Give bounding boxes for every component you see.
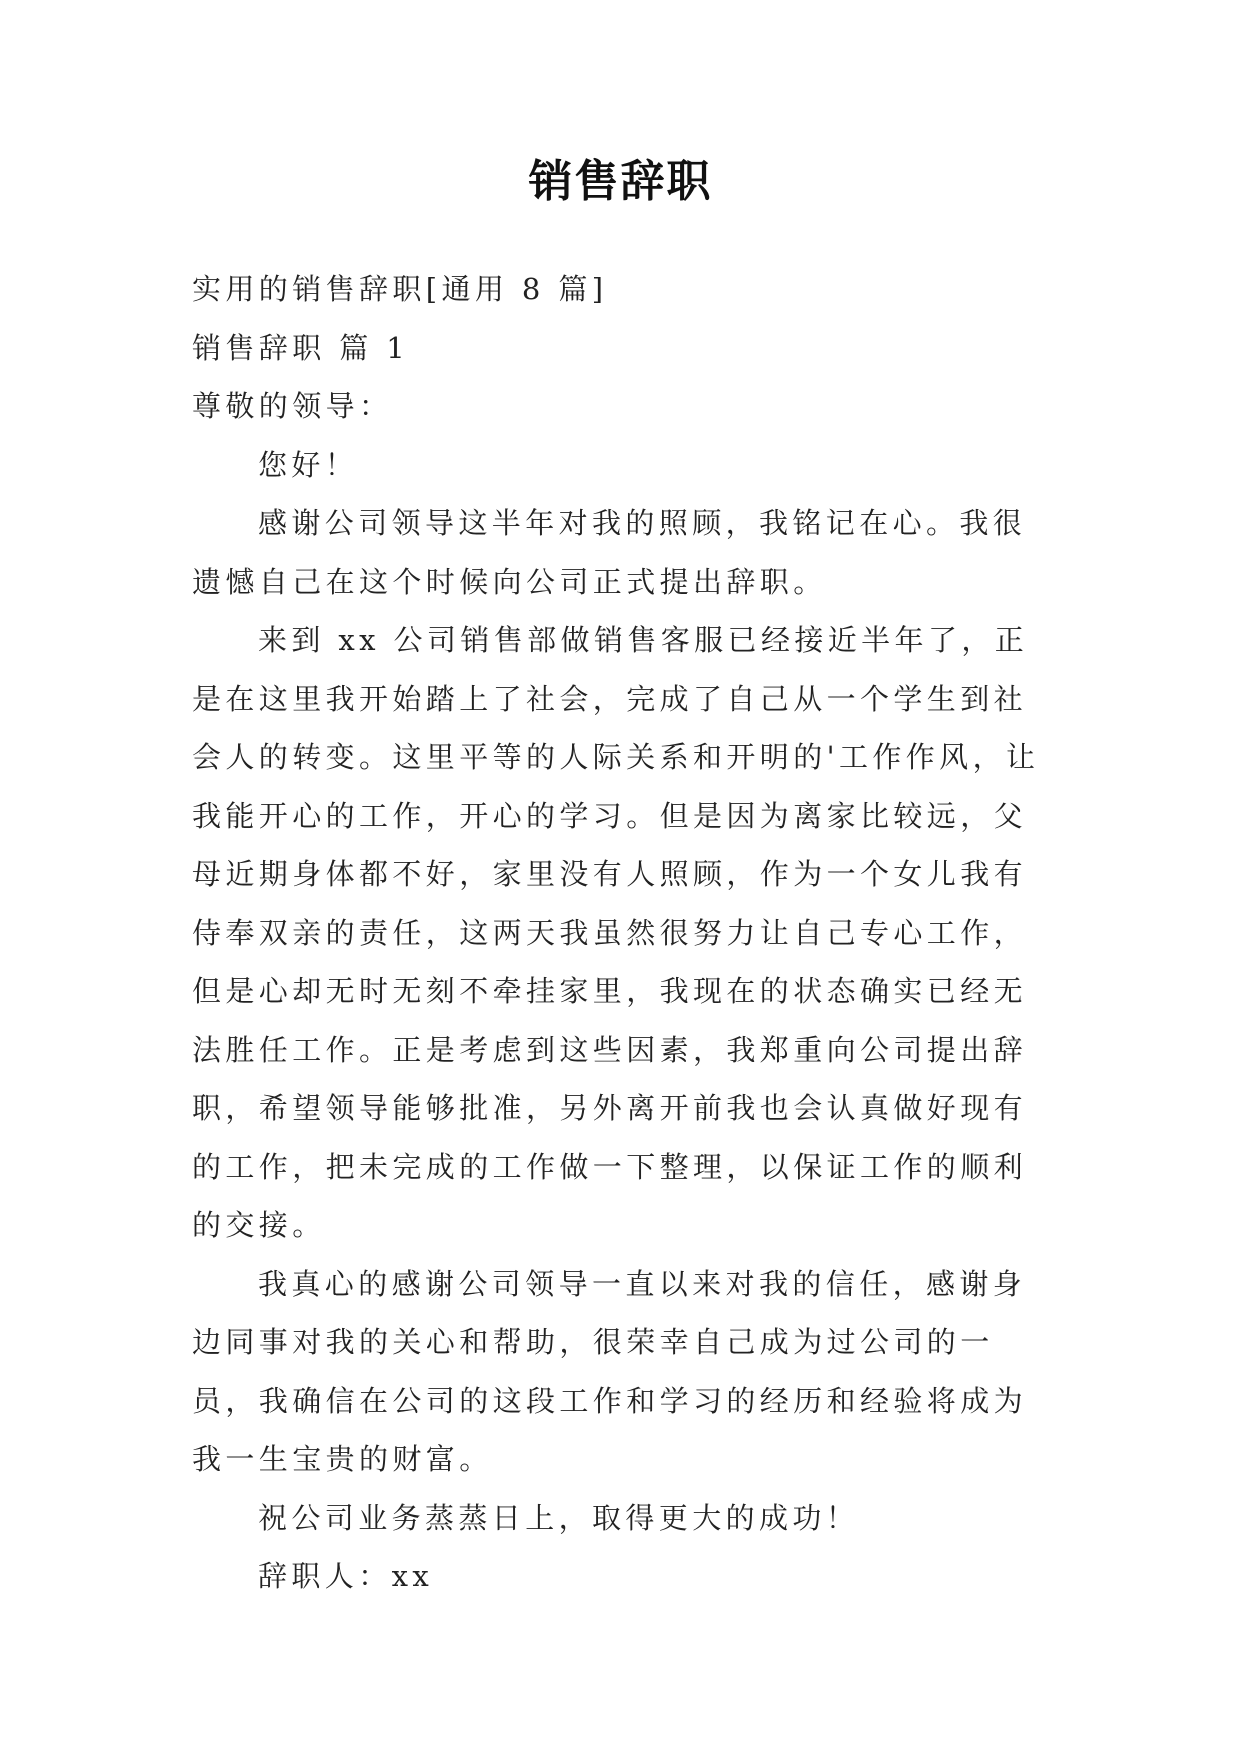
greeting: 您好！ [258, 447, 359, 482]
document-body [192, 260, 1052, 1606]
salutation: 尊敬的领导： [192, 389, 393, 423]
signature: 辞职人：xx [258, 1559, 434, 1593]
document-title: 销售辞职 [528, 156, 713, 207]
paragraph-thanks: 感谢公司领导这半年对我的照顾，我铭记在心。我很遗憾自己在这个时候向公司正式提出辞职。 [192, 506, 1027, 599]
paragraph-reason: 来到 xx 公司销售部做销售客服已经接近半年了，正是在这里我开始踏上了社会，完成了自己从一个学生到社会人的转变。这里平等的人际关系和开明的'工作作风，让我能开心的工作，开心的学习。但是因为离家比较远，父母近期身体都不好，家里没有人照顾，作为一个女儿我有侍奉双亲的责任，这两天我虽然很努力让自己专心工作，但是心却无时无刻不牵挂家里，我现在的状态确实已经无法胜任工作。正是考虑到这些因素，我郑重向公司提出辞职，希望领导能够批准，另外离开前我也会认真做好现有的工作，把未完成的工作做一下整理，以保证工作的顺利的交接。 [192, 623, 1040, 1242]
section-heading: 销售辞职 篇 1 [192, 330, 410, 365]
closing-wish: 祝公司业务蒸蒸日上，取得更大的成功！ [258, 1500, 860, 1535]
document-subtitle: 实用的销售辞职[通用 8 篇] [192, 272, 608, 306]
paragraph-gratitude: 我真心的感谢公司领导一直以来对我的信任，感谢身边同事对我的关心和帮助，很荣幸自己成为过公司的一员，我确信在公司的这段工作和学习的经历和经验将成为我一生宝贵的财富。 [192, 1266, 1028, 1476]
